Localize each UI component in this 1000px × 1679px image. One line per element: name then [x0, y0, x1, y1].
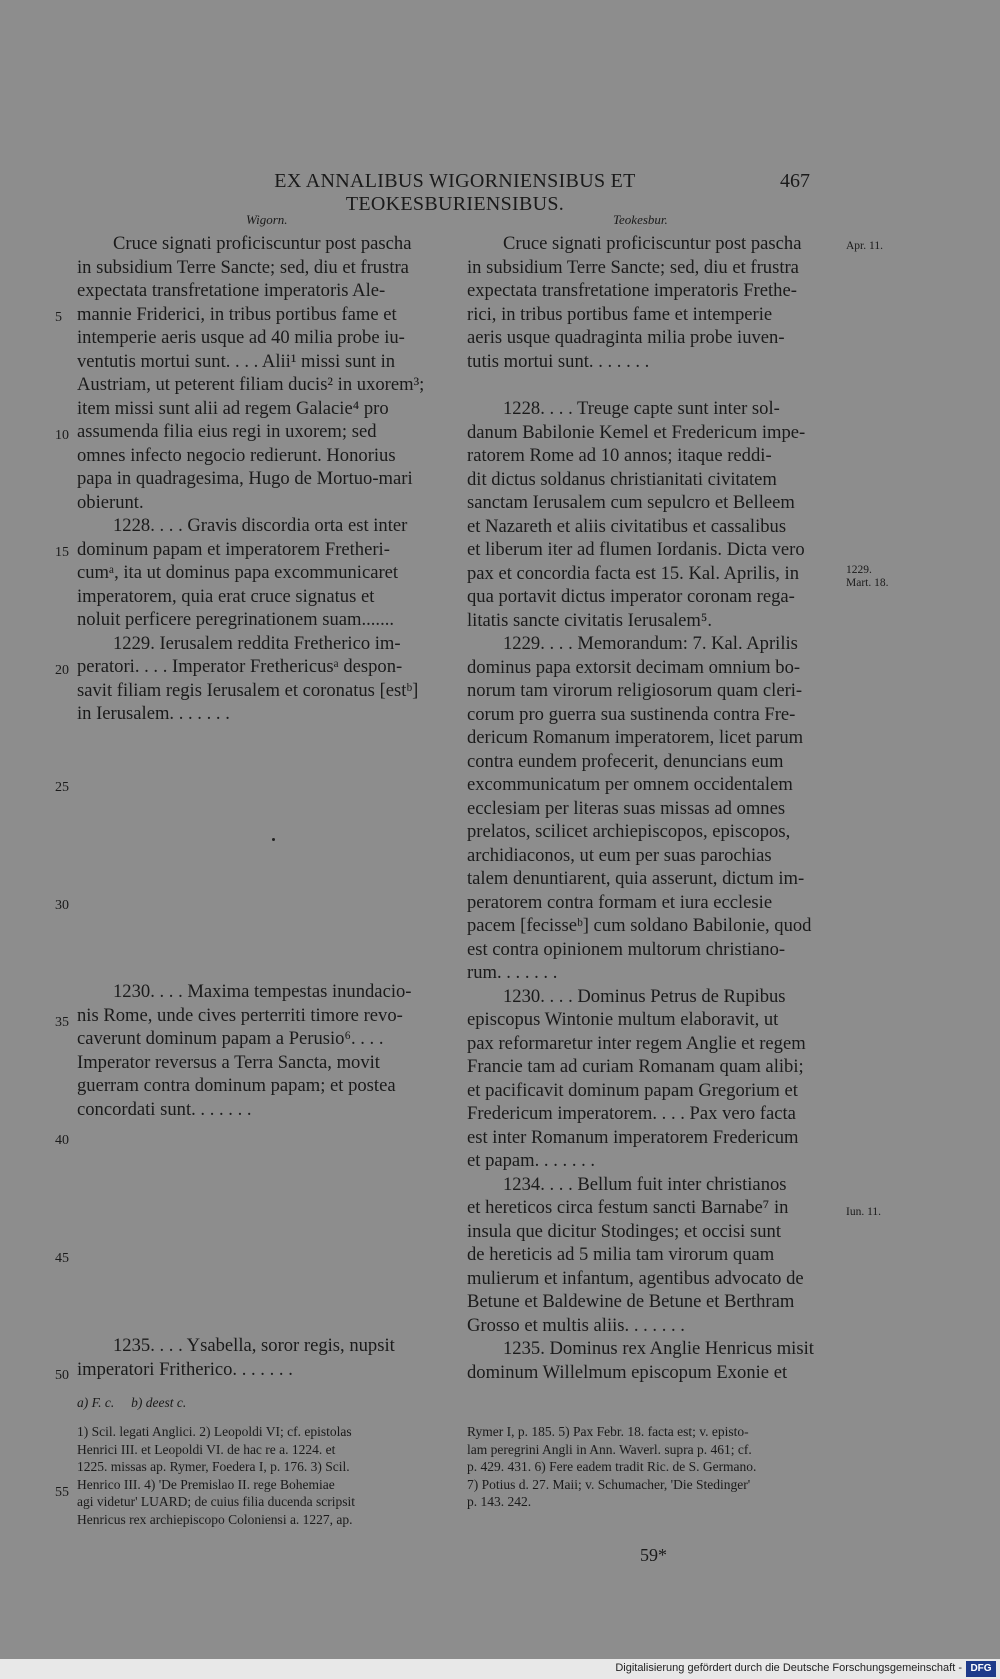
- text-line: peratori. . . . Imperator Frethericusᵃ despon-: [77, 656, 403, 677]
- right-paragraph: [467, 1337, 839, 1384]
- text-line: Henricus rex archiepiscopo Coloniensi a. 1227, ap.: [77, 1511, 353, 1527]
- text-line: Henrici III. et Leopoldi VI. de hac re a. 1224. et: [77, 1441, 336, 1457]
- text-line: imperatori Fritherico. . . . . . .: [77, 1358, 293, 1380]
- text-line: lam peregrini Angli in Ann. Waverl. supra p. 461; cf.: [467, 1441, 752, 1457]
- text-line: aeris usque quadraginta milia probe iuven-: [467, 327, 785, 348]
- text-line: Grosso et multis aliis. . . . . . .: [467, 1314, 685, 1336]
- stray-dot-mark: [272, 838, 275, 841]
- right-paragraph: [467, 632, 839, 985]
- text-line: est contra opinionem multorum christiano-: [467, 938, 786, 960]
- text-line: pax reformaretur inter regem Anglie et regem: [467, 1032, 806, 1054]
- text-line: et pacificavit dominum papam Gregorium et: [467, 1079, 798, 1101]
- text-line: contra eundem profecerit, denuncians eum: [467, 750, 784, 772]
- line-number: 5: [55, 310, 62, 325]
- text-line: insula que dicitur Stodinges; et occisi sunt: [467, 1220, 781, 1242]
- text-line: 1230. . . . Maxima tempestas inundacio-: [113, 981, 412, 1002]
- text-line: rum. . . . . . .: [467, 962, 558, 983]
- right-column: [467, 397, 839, 1384]
- text-line: corum pro guerra sua sustinenda contra Fre-: [467, 703, 796, 725]
- text-line: mannie Friderici, in tribus portibus fame et: [77, 303, 397, 325]
- text-line: Henrico III. 4) 'De Premislao II. rege Bohemiae: [77, 1476, 335, 1492]
- text-line: intemperie aeris usque ad 40 milia probe iu-: [77, 327, 405, 348]
- text-line: et papam. . . . . . .: [467, 1150, 596, 1171]
- text-line: rici, in tribus portibus fame et intemperie: [467, 303, 773, 325]
- text-line: dominum papam et imperatorem Fretheri-: [77, 538, 390, 560]
- line-number: 30: [55, 898, 69, 913]
- left-paragraph: [77, 232, 449, 514]
- text-line: qua portavit dictus imperator coronam rega-: [467, 586, 795, 607]
- text-line: in subsidium Terre Sancte; sed, diu et frustra: [77, 256, 409, 278]
- text-line: p. 143. 242.: [467, 1494, 532, 1509]
- digitization-strip: [0, 1659, 1000, 1679]
- digitization-note: Digitalisierung gefördert durch die Deutsche Forschungsgemeinschaft -: [615, 1662, 962, 1674]
- text-line: 1225. missas ap. Rymer, Foedera I, p. 176. 3) Scil.: [77, 1459, 350, 1474]
- text-line: ventutis mortui sunt. . . . Alii¹ missi sunt in: [77, 350, 396, 372]
- text-line: agi videtur' LUARD; de cuius filia ducenda scripsit: [77, 1494, 355, 1509]
- footnotes-right: [467, 1423, 847, 1511]
- page-number: 467: [780, 170, 810, 192]
- text-line: 1235. . . . Ysabella, soror regis, nupsit: [113, 1335, 395, 1356]
- text-line: peratorem contra formam et iura ecclesie: [467, 891, 773, 913]
- text-line: noluit perficere peregrinationem suam.......: [77, 609, 395, 630]
- text-line: norum tam virorum religiosorum quam cleri-: [467, 680, 803, 701]
- text-line: assumenda filia eius regi in uxorem; sed: [77, 421, 377, 442]
- text-line: 1229. . . . Memorandum: 7. Kal. Aprilis: [503, 633, 798, 654]
- left-column: [77, 1334, 449, 1381]
- text-line: expectata transfretatione imperatoris Ale-: [77, 280, 386, 301]
- text-line: 1230. . . . Dominus Petrus de Rupibus: [503, 985, 786, 1007]
- line-number: 15: [55, 545, 69, 560]
- text-line: Imperator reversus a Terra Sancta, movit: [77, 1051, 380, 1073]
- text-line: Fredericum imperatorem. . . . Pax vero facta: [467, 1103, 796, 1124]
- text-line: Cruce signati proficiscuntur post pascha: [113, 233, 412, 254]
- text-line: archidiaconos, ut eum per suas parochias: [467, 844, 772, 866]
- text-line: Austriam, ut peterent filiam ducis² in uxorem³;: [77, 374, 425, 395]
- right-column: [467, 232, 839, 373]
- margin-note-date: Iun. 11.: [846, 1206, 882, 1218]
- left-column: [77, 232, 449, 726]
- text-line: ratorem Rome ad 10 annos; itaque reddi-: [467, 445, 772, 466]
- margin-note-date: Mart. 18.: [846, 577, 889, 589]
- line-number: 45: [55, 1251, 69, 1266]
- right-column-label: Teokesbur.: [613, 212, 668, 227]
- text-line: dericum Romanum imperatorem, licet parum: [467, 727, 804, 748]
- text-line: Cruce signati proficiscuntur post pascha: [503, 233, 802, 254]
- text-line: guerram contra dominum papam; et postea: [77, 1075, 396, 1096]
- text-line: Rymer I, p. 185. 5) Pax Febr. 18. facta est; v. episto-: [467, 1424, 749, 1439]
- text-line: 1234. . . . Bellum fuit inter christianos: [503, 1173, 787, 1195]
- margin-note-date: 1229.: [846, 564, 872, 576]
- text-line: 7) Potius d. 27. Maii; v. Schumacher, 'Die Stedinger': [467, 1476, 751, 1492]
- text-line: cumᵃ, ita ut dominus papa excommunicaret: [77, 562, 399, 583]
- text-line: 1228. . . . Treuge capte sunt inter sol-: [503, 398, 780, 419]
- line-number: 50: [55, 1368, 69, 1383]
- text-line: 1) Scil. legati Anglici. 2) Leopoldi VI; cf. epistolas: [77, 1424, 352, 1439]
- left-column: [77, 980, 449, 1121]
- text-line: episcopus Wintonie multum elaboravit, ut: [467, 1009, 779, 1030]
- text-line: pacem [fecisseᵇ] cum soldano Babilonie, quod: [467, 915, 812, 936]
- text-line: et liberum iter ad flumen Iordanis. Dicta vero: [467, 539, 805, 560]
- text-line: sanctam Ierusalem cum sepulcro et Belleem: [467, 492, 795, 513]
- text-line: nis Rome, unde cives perterriti timore revo-: [77, 1004, 403, 1026]
- textual-footnotes: a) F. c. b) deest c.: [77, 1395, 187, 1410]
- right-paragraph: [467, 985, 839, 1173]
- footnotes-left: [77, 1423, 457, 1528]
- text-line: talem denuntiarent, quia asserunt, dictum im-: [467, 868, 805, 889]
- left-paragraph: [77, 1334, 449, 1381]
- text-line: dominum Willelmum episcopum Exonie et: [467, 1361, 788, 1383]
- text-line: 1229. Ierusalem reddita Fretherico im-: [113, 632, 401, 654]
- text-line: dit dictus soldanus christianitati civitatem: [467, 468, 777, 490]
- text-line: est inter Romanum imperatorem Fredericum: [467, 1126, 799, 1148]
- line-number: 10: [55, 428, 69, 443]
- text-line: prelatos, scilicet archiepiscopos, episcopos,: [467, 821, 791, 842]
- text-line: Francie tam ad curiam Romanam quam alibi;: [467, 1056, 804, 1077]
- dfg-logo: DFG: [966, 1661, 996, 1677]
- left-column-label: Wigorn.: [246, 212, 288, 227]
- text-line: Betune et Baldewine de Betune et Berthram: [467, 1291, 795, 1312]
- right-paragraph: [467, 1173, 839, 1338]
- text-line: 1235. Dominus rex Anglie Henricus misit: [503, 1338, 814, 1359]
- left-paragraph: [77, 514, 449, 632]
- text-line: in Ierusalem. . . . . . .: [77, 703, 230, 724]
- text-line: mulierum et infantum, agentibus advocato de: [467, 1267, 804, 1289]
- line-number: 25: [55, 780, 69, 795]
- text-line: imperatorem, quia erat cruce signatus et: [77, 585, 375, 607]
- left-paragraph: [77, 632, 449, 726]
- line-number: 55: [55, 1485, 69, 1500]
- text-line: et Nazareth et aliis civitatibus et cassalibus: [467, 515, 787, 537]
- text-line: dominus papa extorsit decimam omnium bo-: [467, 656, 801, 678]
- text-line: danum Babilonie Kemel et Fredericum impe-: [467, 421, 806, 443]
- text-line: item missi sunt alii ad regem Galacie⁴ pro: [77, 397, 389, 419]
- text-line: et hereticos circa festum sancti Barnabe⁷ in: [467, 1197, 789, 1218]
- text-line: ecclesiam per literas suas missas ad omnes: [467, 797, 786, 819]
- text-line: excommunicatum per omnem occidentalem: [467, 774, 793, 795]
- line-number: 40: [55, 1133, 69, 1148]
- text-line: 1228. . . . Gravis discordia orta est inter: [113, 515, 408, 536]
- signature-mark: 59*: [640, 1545, 667, 1565]
- text-line: expectata transfretatione imperatoris Frethe-: [467, 280, 797, 301]
- left-paragraph: [77, 980, 449, 1121]
- line-number: 35: [55, 1015, 69, 1030]
- text-line: caverunt dominum papam a Perusio⁶. . . .: [77, 1028, 384, 1049]
- text-line: savit filiam regis Ierusalem et coronatus [estᵇ]: [77, 679, 419, 701]
- text-line: concordati sunt. . . . . . .: [77, 1098, 252, 1120]
- text-line: de hereticis ad 5 milia tam virorum quam: [467, 1244, 775, 1265]
- right-paragraph: [467, 232, 839, 373]
- text-line: litatis sancte civitatis Ierusalem⁵.: [467, 609, 713, 631]
- right-paragraph: [467, 397, 839, 632]
- text-line: omnes infecto negocio redierunt. Honorius: [77, 444, 396, 466]
- text-line: tutis mortui sunt. . . . . . .: [467, 350, 650, 372]
- text-line: obierunt.: [77, 491, 144, 513]
- text-line: in subsidium Terre Sancte; sed, diu et frustra: [467, 256, 799, 278]
- running-header: EX ANNALIBUS WIGORNIENSIBUS ET TEOKESBURIENSIBUS.: [274, 170, 636, 215]
- margin-note-date: Apr. 11.: [846, 240, 883, 252]
- text-line: p. 429. 431. 6) Fere eadem tradit Ric. de S. Germano.: [467, 1459, 757, 1474]
- line-number: 20: [55, 663, 69, 678]
- text-line: papa in quadragesima, Hugo de Mortuo-mari: [77, 468, 413, 489]
- text-line: pax et concordia facta est 15. Kal. Aprilis, in: [467, 562, 799, 584]
